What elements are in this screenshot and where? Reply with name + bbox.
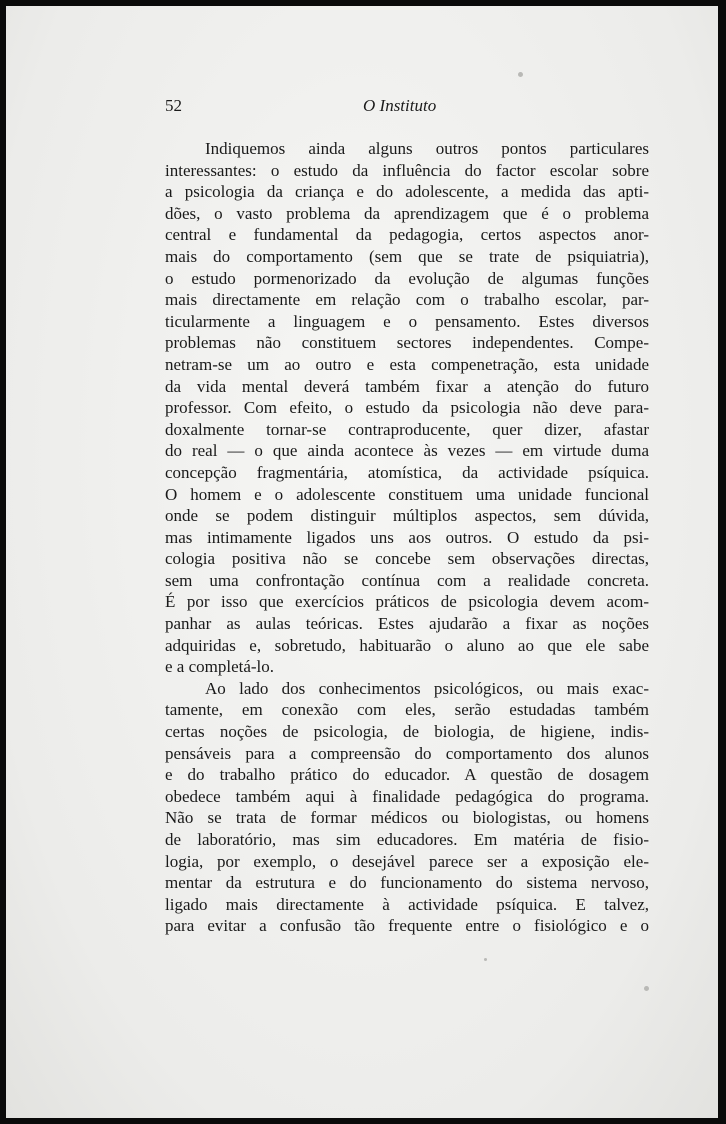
text-line: mais do comportamento (sem que se trate de psiquiatria), — [165, 246, 649, 266]
text-line: mais directamente em relação com o trabalho escolar, par- — [165, 290, 649, 310]
paper-speck — [644, 986, 649, 991]
text-line: Não se trata de formar médicos ou biologistas, ou homens — [165, 808, 649, 828]
text-line: interessantes: o estudo da influência do factor escolar sobre — [165, 160, 649, 180]
text-line: da vida mental deverá também fixar a atenção do futuro — [165, 376, 649, 396]
text-line: problemas não constituem sectores independentes. Compe- — [165, 333, 649, 353]
text-line: certas noções de psicologia, de biologia, de higiene, indis- — [165, 722, 649, 742]
page-header — [165, 96, 643, 120]
text-line: doxalmente tornar-se contraproducente, quer dizer, afastar — [165, 419, 649, 439]
text-line: do real — o que ainda acontece às vezes — em virtude duma — [165, 441, 649, 461]
text-line: tamente, em conexão com eles, serão estudadas também — [165, 700, 649, 720]
text-line: para evitar a confusão tão frequente entre o fisiológico e o — [165, 916, 649, 936]
book-page — [6, 6, 718, 1118]
paragraph — [165, 678, 649, 937]
text-line: É por isso que exercícios práticos de psicologia devem acom- — [165, 592, 649, 612]
running-title: O Instituto — [363, 96, 437, 115]
text-line: panhar as aulas teóricas. Estes ajudarão a fixar as noções — [165, 614, 649, 634]
text-line: adquiridas e, sobretudo, habituarão o aluno ao que ele sabe — [165, 635, 649, 655]
text-line: logia, por exemplo, o desejável parece ser a exposição ele- — [165, 851, 649, 871]
text-line: obedece também aqui à finalidade pedagógica do programa. — [165, 786, 649, 806]
text-line: dões, o vasto problema da aprendizagem que é o problema — [165, 203, 649, 223]
text-line: ligado mais directamente à actividade psíquica. E talvez, — [165, 894, 649, 914]
text-line: a psicologia da criança e do adolescente, a medida das apti- — [165, 182, 649, 202]
text-line: onde se podem distinguir múltiplos aspectos, sem dúvida, — [165, 506, 649, 526]
text-line: cologia positiva não se concebe sem observações directas, — [165, 549, 649, 569]
text-line: Indiquemos ainda alguns outros pontos particulares — [205, 139, 649, 158]
text-line: mentar da estrutura e do funcionamento do sistema nervoso, — [165, 873, 649, 893]
text-line: professor. Com efeito, o estudo da psicologia não deve para- — [165, 398, 649, 418]
body-text — [165, 138, 649, 937]
text-line: netram-se um ao outro e esta compenetração, esta unidade — [165, 354, 649, 374]
text-line: central e fundamental da pedagogia, certos aspectos anor- — [165, 225, 649, 245]
text-line: pensáveis para a compreensão do comportamento dos alunos — [165, 743, 649, 763]
page-number: 52 — [165, 96, 182, 115]
text-line: e a completá-lo. — [165, 657, 275, 677]
text-line: concepção fragmentária, atomística, da actividade psíquica. — [165, 462, 649, 482]
text-line: Ao lado dos conhecimentos psicológicos, ou mais exac- — [205, 678, 649, 698]
text-line: O homem e o adolescente constituem uma unidade funcional — [165, 484, 649, 504]
text-line: mas intimamente ligados uns aos outros. O estudo da psi- — [165, 527, 649, 547]
paragraph — [165, 138, 649, 678]
text-line: ticularmente a linguagem e o pensamento. Estes diversos — [165, 311, 649, 331]
text-line: sem uma confrontação contínua com a realidade concreta. — [165, 570, 649, 590]
text-line: e do trabalho prático do educador. A questão de dosagem — [165, 765, 649, 785]
paper-speck — [518, 72, 523, 77]
paper-speck — [484, 958, 487, 961]
text-line: o estudo pormenorizado da evolução de algumas funções — [165, 268, 649, 288]
text-line: de laboratório, mas sim educadores. Em matéria de fisio- — [165, 830, 649, 849]
